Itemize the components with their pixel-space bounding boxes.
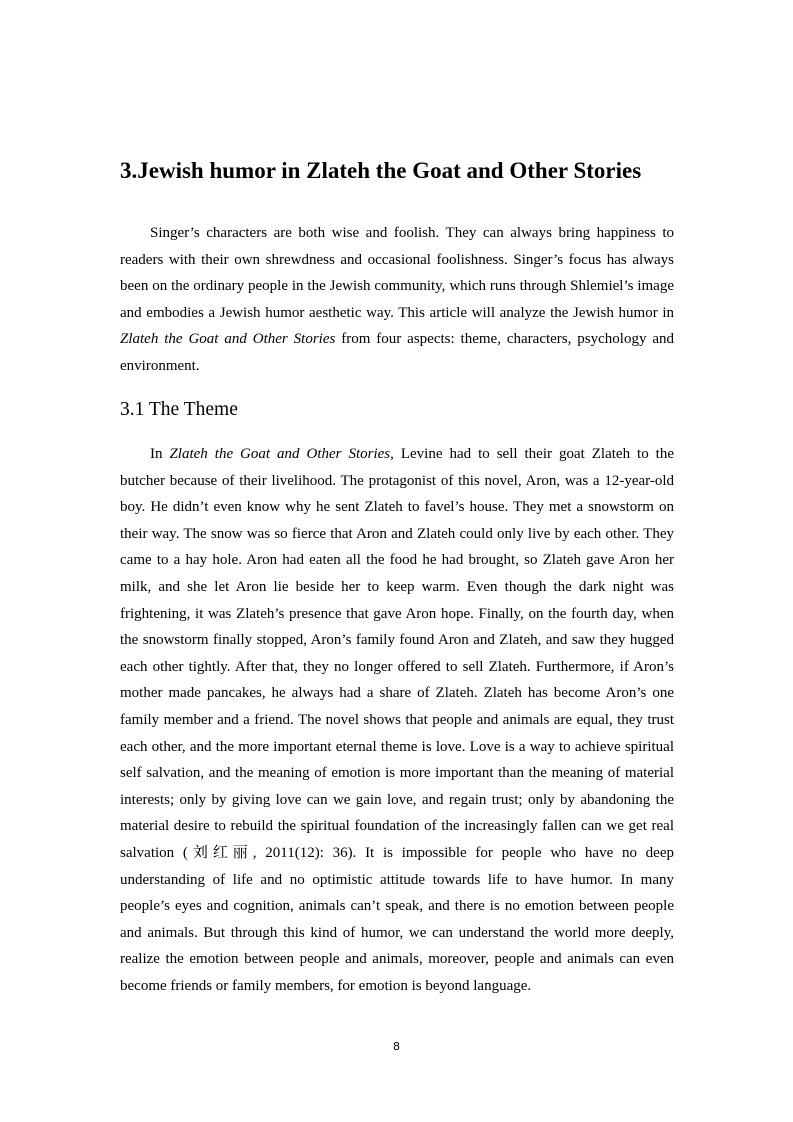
intro-book-title: Zlateh the Goat and Other Stories <box>120 331 336 348</box>
theme-paragraph <box>120 441 674 999</box>
theme-body: , Levine had to sell their goat Zlateh to the butcher because of their livelihood. The protagonist of this novel, Aron, was a 12-year-old boy. He didn’t even know why he sent Zlateh to favel’s house. They met a snowstorm on their way. The snow was so fierce that Aron and Zlateh could only live by each other. They came to a hay hole. Aron had eaten all the food he had brought, so Zlateh gave Aron her milk, and she let Aron lie beside her to keep warm. Even though the dark night was frightening, it was Zlateh’s presence that gave Aron hope. Finally, on the fourth day, when the snowstorm finally stopped, Aron’s family found Aron and Zlateh, and saw they hugged each other tightly. After that, they no longer offered to sell Zlateh. Furthermore, if Aron’s mother made pancakes, he always had a share of Zlateh. Zlateh has become Aron’s one family member and a friend. The novel shows that people and animals are equal, they trust each other, and the more important eternal theme is love. Love is a way to achieve spiritual self salvation, and the meaning of emotion is more important than the meaning of material interests; only by giving love can we gain love, and regain trust; only by abandoning the material desire to rebuild the spiritual foundation of the increasingly fallen can we get real salvation (刘红丽, 2011(12): 36). It is impossible for people who have no deep understanding of life and no optimistic attitude towards life to have humor. In many people’s eyes and cognition, animals can’t speak, and there is no emotion between people and animals. But through this kind of humor, we can understand the world more deeply, realize the emotion between people and animals, moreover, people and animals can even become friends or family members, for emotion is beyond language. <box>120 446 674 994</box>
intro-text-start: Singer’s characters are both wise and foolish. They can always bring happiness to readers with their own shrewdness and occasional foolishness. Singer’s focus has always been on the ordinary people in the Jewish community, which runs through Shlemiel’s image and embodies a Jewish humor aesthetic way. This article will analyze the Jewish humor in <box>120 225 674 321</box>
section-heading: 3.Jewish humor in Zlateh the Goat and Other Stories <box>120 158 642 183</box>
intro-paragraph <box>120 220 674 380</box>
page-number: 8 <box>393 1040 400 1053</box>
theme-book-title: Zlateh the Goat and Other Stories <box>169 446 391 462</box>
intro-text-end: from four aspects: theme, characters, psychology and environment. <box>120 331 675 374</box>
theme-lead: In <box>150 446 170 462</box>
subsection-heading: 3.1 The Theme <box>120 399 238 420</box>
